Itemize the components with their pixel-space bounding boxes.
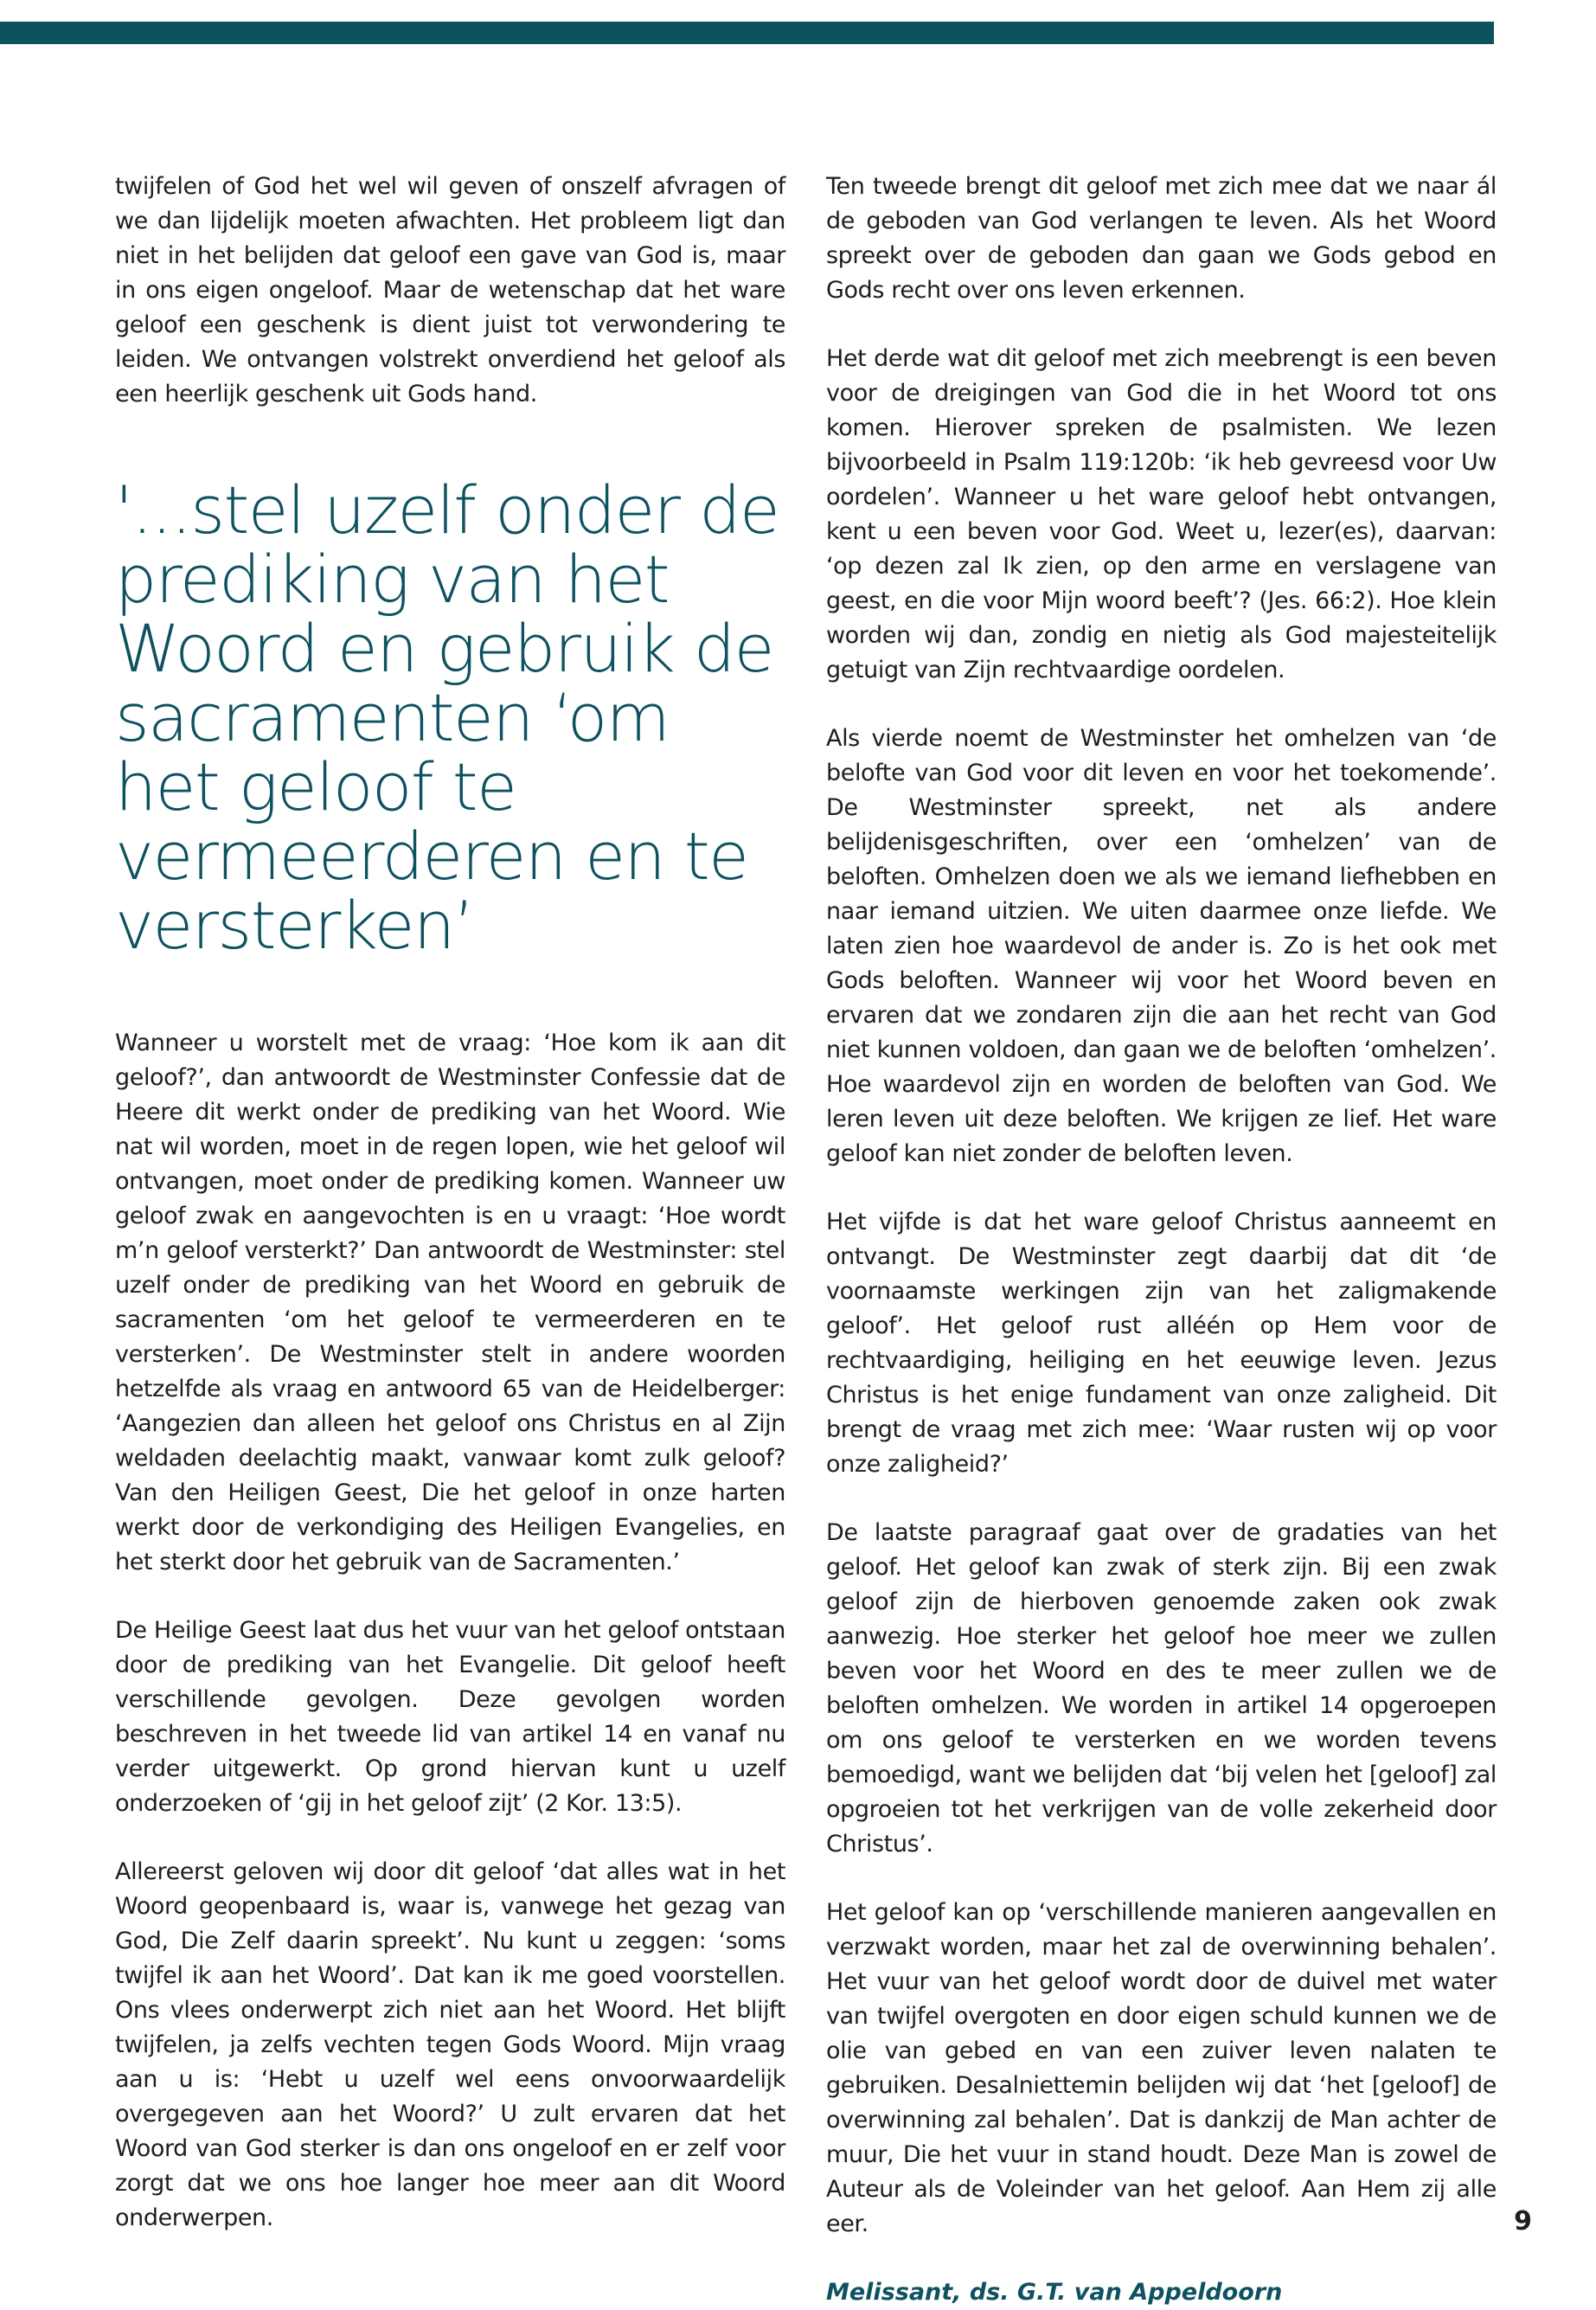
right-paragraph-1: Ten tweede brengt dit geloof met zich mee dat we naar ál de geboden van God verlangen te leven. Als het Woord spreekt over de geboden dan gaan we Gods gebod en Gods recht over ons leven erkennen.	[826, 173, 1497, 304]
right-paragraph-5: De laatste paragraaf gaat over de gradaties van het geloof. Het geloof kan zwak of sterk zijn. Bij een zwak geloof zijn de hierboven genoemde zaken ook zwak aanwezig. Hoe sterker het geloof hoe meer we zullen beven voor het Woord en des te meer zullen we de beloften omhelzen. We worden in artikel 14 opgeroepen om ons geloof te versterken en we worden tevens bemoedigd, want we belijden dat ‘bij velen het [geloof] zal opgroeien tot het verkrijgen van de volle zekerheid door Christus’.	[826, 1519, 1497, 1858]
header-accent-bar	[0, 22, 1494, 44]
left-paragraph-3: De Heilige Geest laat dus het vuur van het geloof ontstaan door de prediking van het Evangelie. Dit geloof heeft verschillende gevolgen. Deze gevolgen worden beschreven in het tweede lid van artikel 14 en vanaf nu verder uitgewerkt. Op grond hiervan kunt u uzelf onderzoeken of ‘gij in het geloof zijt’ (2 Kor. 13:5).	[115, 1617, 785, 1817]
right-paragraph-2: Het derde wat dit geloof met zich meebrengt is een beven voor de dreigingen van God die in het Woord tot ons komen. Hierover spreken de psalmisten. We lezen bijvoorbeeld in Psalm 119:120b: ‘ik heb gevreesd voor Uw oordelen’. Wanneer u het ware geloof hebt ontvangen, kent u een beven voor God. Weet u, lezer(es), daarvan: ‘op dezen zal Ik zien, op den arme en verslagene van geest, en die voor Mijn woord beeft’? (Jes. 66:2). Hoe klein worden wij dan, zondig en nietig als God majesteitelijk getuigt van Zijn rechtvaardige oordelen.	[826, 345, 1497, 683]
left-column	[115, 170, 785, 2269]
page-number: 9	[1514, 2206, 1532, 2236]
left-paragraph-2: Wanneer u worstelt met de vraag: ‘Hoe kom ik aan dit geloof?’, dan antwoordt de Westminster Confessie dat de Heere dit werkt onder de prediking van het Woord. Wie nat wil worden, moet in de regen lopen, wie het geloof wil ontvangen, moet onder de prediking komen. Wanneer uw geloof zwak en aangevochten is en u vraagt: ‘Hoe wordt m’n geloof versterkt?’ Dan antwoordt de Westminster: stel uzelf onder de prediking van het Woord en gebruik de sacramenten ‘om het geloof te vermeerderen en te versterken’. De Westminster stelt in andere woorden hetzelfde als vraag en antwoord 65 van de Heidelberger: ‘Aangezien dan alleen het geloof ons Christus en al Zijn weldaden deelachtig maakt, vanwaar komt zulk geloof? Van den Heiligen Geest, Die het geloof in onze harten werkt door de verkondiging des Heiligen Evangelies, en het sterkt door het gebruik van de Sacramenten.’	[115, 1030, 785, 1575]
right-paragraph-4: Het vijfde is dat het ware geloof Christus aanneemt en ontvangt. De Westminster zegt daarbij dat dit ‘de voornaamste werkingen zijn van het zaligmakende geloof’. Het geloof rust alléén op Hem voor de rechtvaardiging, heiliging en het eeuwige leven. Jezus Christus is het enige fundament van onze zaligheid. Dit brengt de vraag met zich mee: ‘Waar rusten wij op voor onze zaligheid?’	[826, 1209, 1497, 1478]
left-paragraph-4: Allereerst geloven wij door dit geloof ‘dat alles wat in het Woord geopenbaard is, waar is, vanwege het gezag van God, Die Zelf daarin spreekt’. Nu kunt u zeggen: ‘soms twijfel ik aan het Woord’. Dat kan ik me goed voorstellen. Ons vlees onderwerpt zich niet aan het Woord. Het blijft twijfelen, ja zelfs vechten tegen Gods Woord. Mijn vraag aan u is: ‘Hebt u uzelf wel eens onvoorwaardelijk overgegeven aan het Woord?’ U zult ervaren dat het Woord van God sterker is dan ons ongeloof en er zelf voor zorgt dat we ons hoe langer hoe meer aan dit Woord onderwerpen.	[115, 1858, 785, 2231]
right-paragraph-6: Het geloof kan op ‘verschillende manieren aangevallen en verzwakt worden, maar het zal de overwinning behalen’. Het vuur van het geloof wordt door de duivel met water van twijfel overgoten en door eigen schuld kunnen we de olie van gebed en van een zuiver leven nalaten te gebruiken. Desalniettemin belijden wij dat ‘het [geloof] de overwinning zal behalen’. Dat is dankzij de Man achter de muur, Die het vuur in stand houdt. Deze Man is zowel de Auteur als de Voleinder van het geloof. Aan Hem zij alle eer.	[826, 1899, 1497, 2237]
left-paragraph-1: twijfelen of God het wel wil geven of onszelf afvragen of we dan lijdelijk moeten afwachten. Het probleem ligt dan niet in het belijden dat geloof een gave van God is, maar in ons eigen ongeloof. Maar de wetenschap dat het ware geloof een geschenk is dient juist tot verwondering te leiden. We ontvangen volstrekt onverdiend het geloof als een heerlijk geschenk uit Gods hand.	[115, 173, 785, 407]
author-signature: Melissant, ds. G.T. van Appeldoorn	[826, 2279, 1283, 2306]
pull-quote: '...stel uzelf onder de prediking van het Woord en gebruik de sacramenten ‘om het geloof te vermeerderen en te versterken’	[115, 472, 779, 964]
right-paragraph-3: Als vierde noemt de Westminster het omhelzen van ‘de belofte van God voor dit leven en voor het toekomende’. De Westminster spreekt, net als andere belijdenisgeschriften, over een ‘omhelzen’ van de beloften. Omhelzen doen we als we iemand liefhebben en naar iemand uitzien. We uiten daarmee onze liefde. We laten zien hoe waardevol de ander is. Zo is het ook met Gods beloften. Wanneer wij voor het Woord beven en ervaren dat we zondaren zijn die aan het recht van God niet kunnen voldoen, dan gaan we de beloften ‘omhelzen’. Hoe waardevol zijn en worden de beloften van God. We leren leven uit deze beloften. We krijgen ze lief. Het ware geloof kan niet zonder de beloften leven.	[826, 725, 1497, 1167]
right-column	[826, 170, 1497, 2310]
